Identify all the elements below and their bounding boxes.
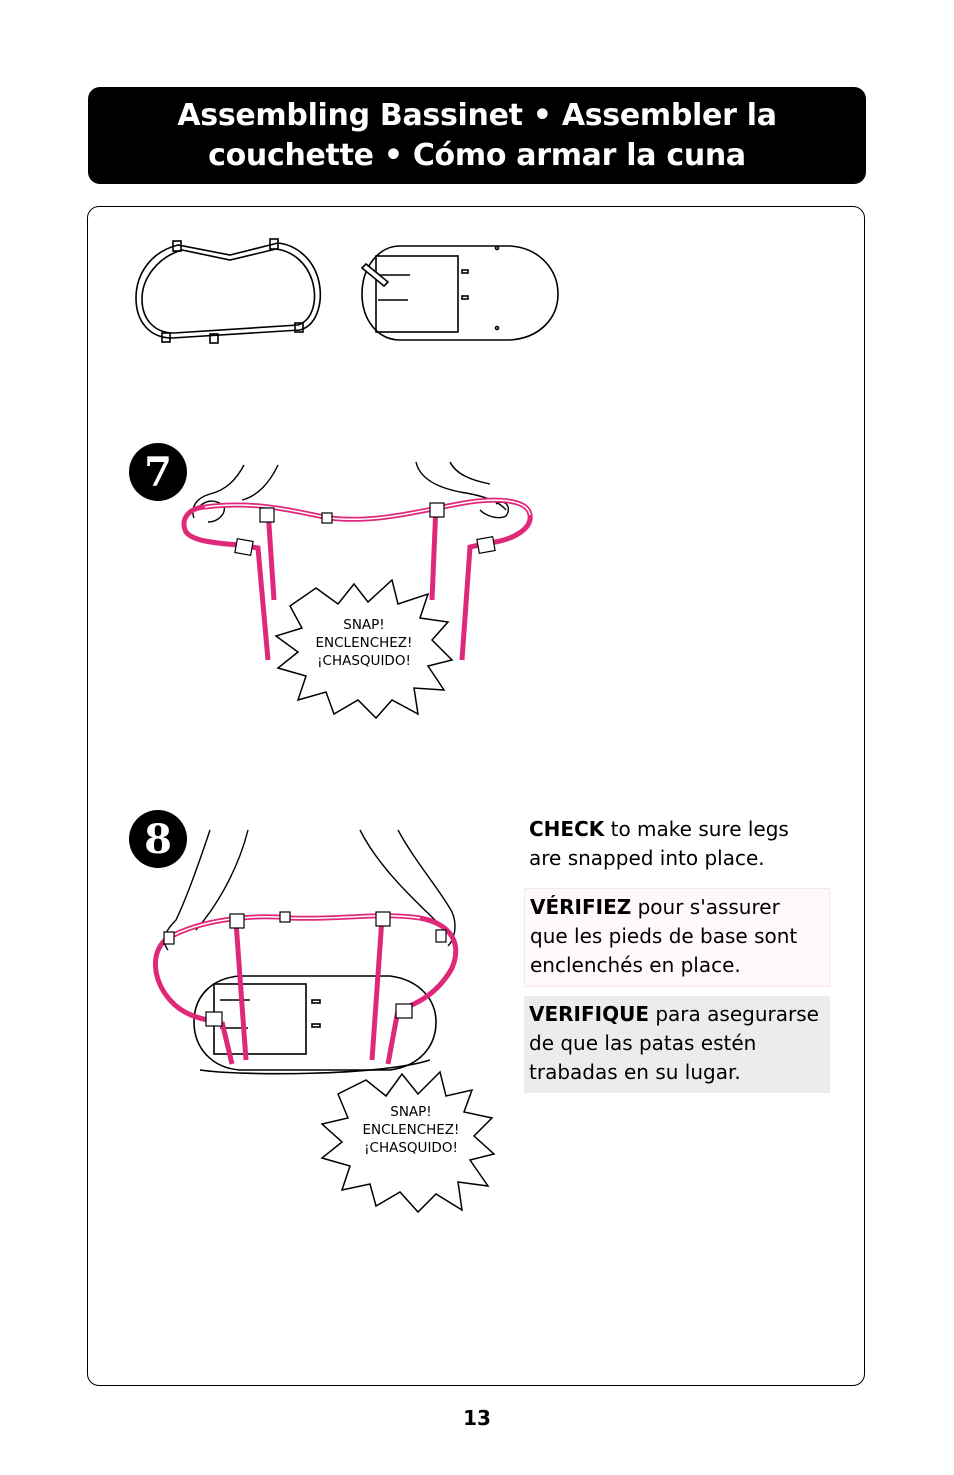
- snap-en: SNAP!: [343, 617, 385, 633]
- bassinet-base-illustration: [362, 246, 558, 340]
- instruction-text-fr: pour s'assurer que les pieds de base sont enclenchés en place.: [530, 895, 798, 977]
- step-8-badge: 8: [129, 810, 187, 868]
- snap-fr: ENCLENCHEZ!: [362, 1122, 460, 1138]
- page-number: 13: [463, 1406, 491, 1430]
- top-rail-frame-illustration: [136, 239, 320, 343]
- instruction-keyword-fr: VÉRIFIEZ: [530, 895, 632, 919]
- instruction-english: [524, 811, 830, 879]
- step8-snap-text: [345, 1103, 477, 1157]
- snap-es: ¡CHASQUIDO!: [317, 653, 411, 669]
- instruction-keyword-en: CHECK: [529, 817, 605, 841]
- snap-es: ¡CHASQUIDO!: [364, 1140, 458, 1156]
- instruction-spanish: [524, 996, 830, 1093]
- step7-snap-text: [298, 616, 430, 670]
- instruction-text-es: para asegurarse de que las patas estén trabadas en su lugar.: [529, 1002, 819, 1084]
- snap-fr: ENCLENCHEZ!: [315, 635, 413, 651]
- snap-en: SNAP!: [390, 1104, 432, 1120]
- step-7-badge: 7: [129, 443, 187, 501]
- instruction-text-en: to make sure legs are snapped into place.: [529, 817, 789, 870]
- section-title-line-2: couchette • Cómo armar la cuna: [208, 137, 746, 173]
- step8-frame-illustration: [155, 830, 455, 1074]
- section-title-line-1: Assembling Bassinet • Assembler la: [177, 97, 777, 133]
- instruction-keyword-es: VERIFIQUE: [529, 1002, 649, 1026]
- instruction-french: [524, 888, 830, 987]
